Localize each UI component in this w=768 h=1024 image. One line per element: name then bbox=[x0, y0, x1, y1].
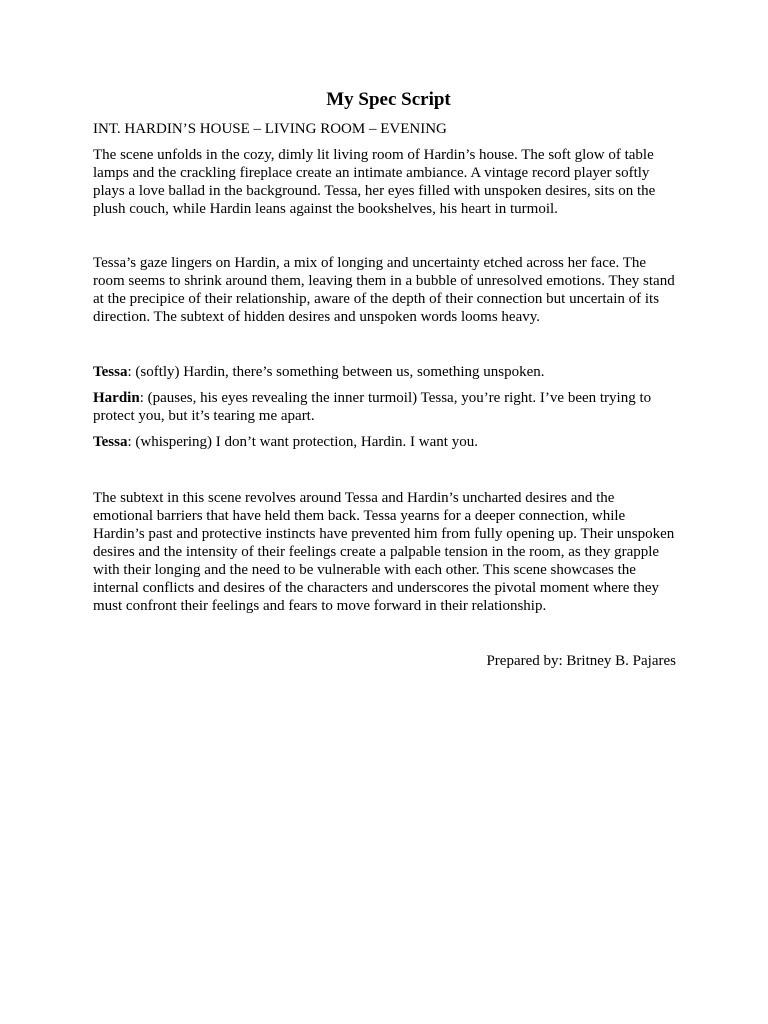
dialogue-text: : (whispering) I don’t want protection, Hardin. I want you. bbox=[127, 434, 478, 450]
document-body bbox=[93, 88, 678, 670]
prepared-by-credit: Prepared by: Britney B. Pajares bbox=[486, 653, 676, 669]
dialogue-line bbox=[93, 433, 678, 451]
scene-heading: INT. HARDIN’S HOUSE – LIVING ROOM – EVENING bbox=[93, 121, 447, 137]
dialogue-speaker: Hardin bbox=[93, 390, 140, 406]
scene-description-paragraph: Tessa’s gaze lingers on Hardin, a mix of longing and uncertainty etched across her face. The room seems to shrink around them, leaving them in a bubble of unresolved emotions. They stand at the precipice of their relationship, aware of the depth of their connection but uncertain of its direction. The subtext of hidden desires and unspoken words looms heavy. bbox=[93, 255, 675, 325]
document-title: My Spec Script bbox=[326, 89, 451, 110]
dialogue-line bbox=[93, 363, 678, 381]
dialogue-speaker: Tessa bbox=[93, 364, 128, 380]
scene-description-paragraph: The scene unfolds in the cozy, dimly lit living room of Hardin’s house. The soft glow of table lamps and the crackling fireplace create an intimate ambiance. A vintage record player softly plays a love ballad in the background. Tessa, her eyes filled with unspoken desires, sits on the plush couch, while Hardin leans against the bookshelves, his heart in turmoil. bbox=[93, 147, 656, 217]
dialogue-speaker: Tessa bbox=[93, 434, 128, 450]
dialogue-text: : (pauses, his eyes revealing the inner turmoil) Tessa, you’re right. I’ve been trying to protect you, but it’s tearing me apart. bbox=[93, 390, 652, 424]
dialogue-line bbox=[93, 389, 678, 425]
subtext-analysis-paragraph: The subtext in this scene revolves around Tessa and Hardin’s uncharted desires and the emotional barriers that have held them back. Tessa yearns for a deeper connection, while Hardin’s past and protective instincts have prevented him from fully opening up. Their unspoken desires and the intensity of their feelings create a palpable tension in the room, as they grapple with their longing and the need to be vulnerable with each other. This scene showcases the internal conflicts and desires of the characters and underscores the pivotal moment where they must confront their feelings and fears to move forward in their relationship. bbox=[93, 490, 675, 614]
dialogue-text: : (softly) Hardin, there’s something between us, something unspoken. bbox=[127, 364, 545, 380]
